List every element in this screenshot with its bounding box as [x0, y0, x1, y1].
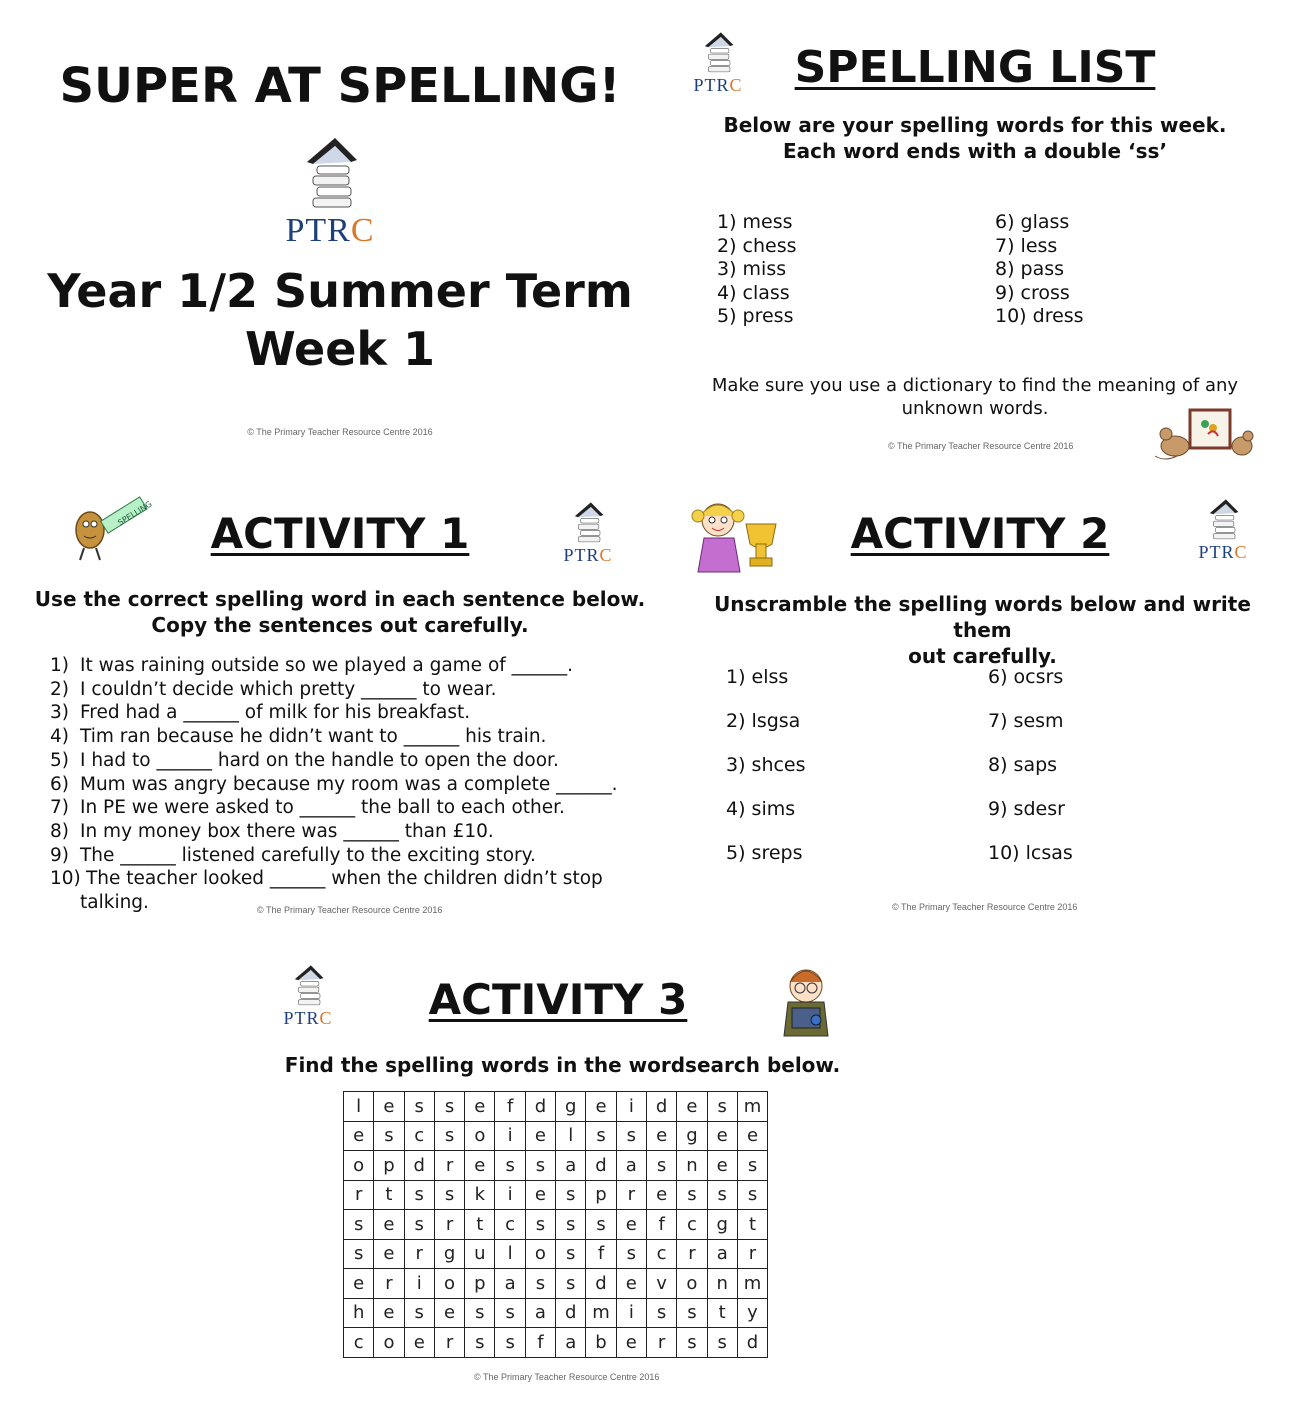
- sentence-item: [50, 654, 650, 678]
- sentence-item: [50, 820, 650, 844]
- wordsearch-cell[interactable]: l: [556, 1121, 586, 1151]
- wordsearch-cell[interactable]: g: [434, 1239, 464, 1269]
- book-stack-icon: [698, 30, 738, 76]
- cover-subtitle-line1: Year 1/2 Summer Term: [47, 264, 633, 318]
- wordsearch-cell[interactable]: s: [707, 1328, 737, 1358]
- sentence-number: 1): [50, 655, 69, 676]
- wordsearch-cell[interactable]: e: [616, 1328, 646, 1358]
- wordsearch-cell[interactable]: r: [344, 1180, 374, 1210]
- activity1-title: ACTIVITY 1: [210, 509, 470, 558]
- wordsearch-cell[interactable]: e: [374, 1298, 404, 1328]
- scrambled-words-left: [726, 655, 806, 875]
- boy-reading-illustration: [776, 962, 838, 1040]
- wordsearch-cell[interactable]: s: [374, 1121, 404, 1151]
- wordsearch-cell[interactable]: i: [495, 1180, 525, 1210]
- wordsearch-cell[interactable]: a: [616, 1151, 646, 1181]
- sentence-number: 3): [50, 702, 69, 724]
- wordsearch-row: [344, 1298, 768, 1328]
- sentence-number: 4): [50, 726, 69, 748]
- sentence-text: In PE we were asked to ______ the ball to each other.: [80, 797, 565, 819]
- sentence-item: [50, 725, 650, 749]
- wordsearch-cell[interactable]: s: [495, 1328, 525, 1358]
- wordsearch-cell[interactable]: e: [737, 1121, 767, 1151]
- wordsearch-cell[interactable]: n: [677, 1151, 707, 1181]
- ptrc-logo: [280, 134, 380, 248]
- wordsearch-grid: [343, 1091, 768, 1358]
- wordsearch-cell[interactable]: s: [646, 1298, 676, 1328]
- ptrc-logo-text: PTRC: [693, 75, 743, 95]
- wordsearch-cell[interactable]: f: [495, 1092, 525, 1122]
- ptrc-logo-small: [1193, 497, 1253, 561]
- scrambled-word: 2) lsgsa: [726, 710, 801, 732]
- sentence-text: Fred had a ______ of milk for his breakfast.: [80, 702, 471, 724]
- wordsearch-row: [344, 1121, 768, 1151]
- wordsearch-cell[interactable]: e: [374, 1239, 404, 1269]
- cover-subtitle-line2: Week 1: [244, 322, 436, 376]
- wordsearch-cell[interactable]: s: [677, 1328, 707, 1358]
- scrambled-word: 8) saps: [988, 754, 1058, 776]
- wordsearch-cell[interactable]: s: [556, 1269, 586, 1299]
- spelling-word: 1) mess: [717, 211, 793, 233]
- wordsearch-cell[interactable]: s: [495, 1298, 525, 1328]
- sentence-text: The teacher looked ______ when the children didn’t stop: [86, 868, 603, 890]
- wordsearch-cell[interactable]: s: [465, 1298, 495, 1328]
- sentence-text: In my money box there was ______ than £10.: [80, 820, 494, 842]
- wordsearch-cell[interactable]: r: [616, 1180, 646, 1210]
- wordsearch-cell[interactable]: s: [344, 1210, 374, 1240]
- sentence-number: 10): [50, 868, 81, 890]
- wordsearch-cell[interactable]: d: [586, 1269, 616, 1299]
- wordsearch-cell[interactable]: a: [525, 1298, 555, 1328]
- wordsearch-cell[interactable]: a: [556, 1151, 586, 1181]
- sentence-text: I had to ______ hard on the handle to open the door.: [80, 749, 559, 771]
- activity3-title: ACTIVITY 3: [428, 975, 688, 1024]
- wordsearch-cell[interactable]: i: [495, 1121, 525, 1151]
- activity1-instr-line2: Copy the sentences out carefully.: [151, 613, 529, 637]
- wordsearch-cell[interactable]: r: [434, 1151, 464, 1181]
- wordsearch-cell[interactable]: s: [556, 1239, 586, 1269]
- wordsearch-cell[interactable]: d: [556, 1298, 586, 1328]
- wordsearch-cell[interactable]: s: [404, 1180, 434, 1210]
- activity2-title: ACTIVITY 2: [850, 509, 1110, 558]
- ptrc-logo-text: PTRC: [563, 545, 613, 565]
- wordsearch-cell[interactable]: s: [525, 1269, 555, 1299]
- activity2-instr-line2: out carefully.: [908, 644, 1057, 668]
- wordsearch-cell[interactable]: d: [586, 1151, 616, 1181]
- wordsearch-cell[interactable]: c: [404, 1121, 434, 1151]
- spelling-word: 7) less: [995, 234, 1058, 257]
- wordsearch-cell[interactable]: s: [344, 1239, 374, 1269]
- wordsearch-cell[interactable]: e: [465, 1151, 495, 1181]
- sentence-item: [50, 867, 650, 891]
- wordsearch-cell[interactable]: d: [737, 1328, 767, 1358]
- wordsearch-cell[interactable]: p: [586, 1180, 616, 1210]
- wordsearch-cell[interactable]: g: [677, 1121, 707, 1151]
- wordsearch-cell[interactable]: e: [344, 1269, 374, 1299]
- wordsearch-row: [344, 1269, 768, 1299]
- wordsearch-cell[interactable]: i: [404, 1269, 434, 1299]
- activity2-copyright: © The Primary Teacher Resource Centre 2016: [892, 902, 1078, 912]
- wordsearch-cell[interactable]: o: [374, 1328, 404, 1358]
- wordsearch-cell[interactable]: o: [344, 1151, 374, 1181]
- wordsearch-cell[interactable]: r: [434, 1328, 464, 1358]
- wordsearch-cell[interactable]: e: [707, 1151, 737, 1181]
- wordsearch-cell[interactable]: k: [465, 1180, 495, 1210]
- book-stack-icon: [568, 500, 608, 546]
- sentence-number: 9): [50, 844, 69, 866]
- sentence-item: [50, 678, 650, 702]
- wordsearch-cell[interactable]: p: [465, 1269, 495, 1299]
- scrambled-word: 4) sims: [726, 798, 796, 820]
- wordsearch-cell[interactable]: e: [707, 1121, 737, 1151]
- spelling-words-right: [995, 211, 1084, 329]
- sentence-text: Mum was angry because my room was a complete ______.: [80, 773, 618, 795]
- ptrc-logo-text: PTRC: [285, 212, 375, 249]
- mice-painting-illustration: [1150, 404, 1260, 462]
- wordsearch-cell[interactable]: e: [374, 1092, 404, 1122]
- cover-subtitle: [20, 262, 660, 378]
- wordsearch-cell[interactable]: c: [495, 1210, 525, 1240]
- activity2-instr-line1: Unscramble the spelling words below and write them: [714, 592, 1251, 642]
- spelling-list-title: SPELLING LIST: [794, 42, 1156, 93]
- spelling-word: 3) miss: [717, 258, 787, 281]
- wordsearch-cell[interactable]: s: [677, 1180, 707, 1210]
- sentence-text: Tim ran because he didn’t want to ______ his train.: [80, 726, 547, 748]
- wordsearch-cell[interactable]: e: [404, 1328, 434, 1358]
- ptrc-logo-text: PTRC: [1198, 542, 1248, 562]
- wordsearch-row: [344, 1151, 768, 1181]
- spelling-list-intro: [690, 112, 1260, 164]
- wordsearch-cell[interactable]: r: [404, 1239, 434, 1269]
- potato-mascot-illustration: [66, 494, 154, 566]
- ptrc-logo-text: PTRC: [283, 1008, 333, 1028]
- spelling-word: 10) dress: [995, 305, 1084, 328]
- spelling-word: 4) class: [717, 281, 790, 304]
- sentence-continuation: talking.: [80, 892, 149, 914]
- activity3-instructions: Find the spelling words in the wordsearch below.: [284, 1053, 841, 1077]
- activity1-copyright: © The Primary Teacher Resource Centre 2016: [257, 905, 443, 915]
- wordsearch-cell[interactable]: e: [525, 1180, 555, 1210]
- sentence-text: It was raining outside so we played a game of ______.: [80, 655, 574, 676]
- wordsearch-cell[interactable]: s: [556, 1180, 586, 1210]
- ptrc-logo-small: [688, 30, 748, 94]
- wordsearch-cell[interactable]: t: [707, 1298, 737, 1328]
- wordsearch-cell[interactable]: s: [434, 1121, 464, 1151]
- wordsearch-cell[interactable]: s: [465, 1328, 495, 1358]
- scrambled-word: 9) sdesr: [988, 798, 1065, 820]
- spelling-badge-label: SPELLING: [116, 499, 154, 528]
- sentence-text: I couldn’t decide which pretty ______ to wear.: [80, 678, 497, 700]
- wordsearch-cell[interactable]: e: [616, 1210, 646, 1240]
- spelling-list-copyright: © The Primary Teacher Resource Centre 2016: [888, 441, 1074, 451]
- dictionary-note-line2: unknown words.: [901, 398, 1049, 419]
- sentence-number: 7): [50, 797, 69, 819]
- wordsearch-cell[interactable]: t: [465, 1210, 495, 1240]
- wordsearch-cell[interactable]: n: [707, 1269, 737, 1299]
- sentence-item: [50, 701, 650, 725]
- wordsearch-cell[interactable]: s: [556, 1210, 586, 1240]
- scrambled-word: 3) shces: [726, 754, 806, 776]
- sentence-number: 8): [50, 820, 69, 842]
- wordsearch-cell[interactable]: t: [374, 1180, 404, 1210]
- wordsearch-cell[interactable]: e: [465, 1092, 495, 1122]
- wordsearch-cell[interactable]: e: [646, 1180, 676, 1210]
- activity1-instr-line1: Use the correct spelling word in each sentence below.: [34, 587, 646, 611]
- wordsearch-cell[interactable]: y: [737, 1298, 767, 1328]
- spelling-word: 8) pass: [995, 258, 1065, 281]
- wordsearch-cell[interactable]: e: [616, 1269, 646, 1299]
- wordsearch-cell[interactable]: r: [646, 1328, 676, 1358]
- wordsearch-cell[interactable]: c: [344, 1328, 374, 1358]
- cover-copyright: © The Primary Teacher Resource Centre 2016: [247, 427, 433, 437]
- scrambled-words-right: [988, 655, 1073, 875]
- book-stack-icon: [295, 134, 365, 214]
- wordsearch-cell[interactable]: e: [646, 1121, 676, 1151]
- wordsearch-cell[interactable]: s: [525, 1151, 555, 1181]
- wordsearch-cell[interactable]: s: [586, 1121, 616, 1151]
- wordsearch-cell[interactable]: g: [707, 1210, 737, 1240]
- wordsearch-cell[interactable]: i: [616, 1298, 646, 1328]
- wordsearch-cell[interactable]: s: [404, 1210, 434, 1240]
- wordsearch-cell[interactable]: s: [737, 1180, 767, 1210]
- wordsearch-cell[interactable]: e: [374, 1210, 404, 1240]
- wordsearch-cell[interactable]: r: [737, 1239, 767, 1269]
- wordsearch-cell[interactable]: m: [586, 1298, 616, 1328]
- sentence-item: [50, 844, 650, 868]
- scrambled-word: 7) sesm: [988, 710, 1064, 732]
- wordsearch-cell[interactable]: s: [737, 1151, 767, 1181]
- wordsearch-cell[interactable]: a: [495, 1269, 525, 1299]
- wordsearch-cell[interactable]: e: [586, 1092, 616, 1122]
- activity3-copyright: © The Primary Teacher Resource Centre 2016: [474, 1372, 660, 1382]
- wordsearch-cell[interactable]: l: [495, 1239, 525, 1269]
- wordsearch-cell[interactable]: f: [586, 1239, 616, 1269]
- scrambled-word: 10) lcsas: [988, 842, 1073, 864]
- wordsearch-cell[interactable]: s: [707, 1180, 737, 1210]
- spelling-word: 2) chess: [717, 234, 797, 257]
- spelling-word: 6) glass: [995, 211, 1070, 233]
- ptrc-logo-small: [278, 963, 338, 1027]
- scrambled-word: 1) elss: [726, 666, 789, 688]
- wordsearch-cell[interactable]: a: [556, 1328, 586, 1358]
- wordsearch-cell[interactable]: b: [586, 1328, 616, 1358]
- wordsearch-cell[interactable]: c: [677, 1210, 707, 1240]
- spelling-word: 5) press: [717, 305, 794, 328]
- sentence-item: [50, 796, 650, 820]
- wordsearch-row: [344, 1239, 768, 1269]
- wordsearch-cell[interactable]: a: [707, 1239, 737, 1269]
- scrambled-word: 6) ocsrs: [988, 666, 1064, 688]
- sentence-item: [50, 749, 650, 773]
- sentence-number: 6): [50, 773, 69, 795]
- wordsearch-row: [344, 1328, 768, 1358]
- sentence-number: 5): [50, 749, 69, 771]
- wordsearch-cell[interactable]: r: [374, 1269, 404, 1299]
- wordsearch-row: [344, 1180, 768, 1210]
- spelling-word: 9) cross: [995, 281, 1070, 304]
- wordsearch-cell[interactable]: s: [616, 1121, 646, 1151]
- wordsearch-cell[interactable]: c: [646, 1239, 676, 1269]
- dictionary-note-line1: Make sure you use a dictionary to find the meaning of any: [711, 375, 1239, 396]
- wordsearch-cell[interactable]: s: [616, 1239, 646, 1269]
- wordsearch-cell[interactable]: e: [677, 1092, 707, 1122]
- spelling-words-left: [717, 211, 797, 329]
- wordsearch-cell[interactable]: s: [646, 1151, 676, 1181]
- wordsearch-cell[interactable]: o: [677, 1269, 707, 1299]
- wordsearch-cell[interactable]: m: [737, 1269, 767, 1299]
- wordsearch-row: [344, 1092, 768, 1122]
- wordsearch-cell[interactable]: v: [646, 1269, 676, 1299]
- wordsearch-cell[interactable]: e: [344, 1121, 374, 1151]
- spelling-list-intro-line1: Below are your spelling words for this week.: [723, 113, 1227, 137]
- book-stack-icon: [288, 963, 328, 1009]
- wordsearch-cell[interactable]: o: [465, 1121, 495, 1151]
- wordsearch-cell[interactable]: f: [646, 1210, 676, 1240]
- ptrc-logo-small: [558, 500, 618, 564]
- wordsearch-cell[interactable]: r: [677, 1239, 707, 1269]
- wordsearch-cell[interactable]: s: [404, 1092, 434, 1122]
- wordsearch-cell[interactable]: d: [404, 1151, 434, 1181]
- wordsearch-cell[interactable]: s: [677, 1298, 707, 1328]
- wordsearch-cell[interactable]: e: [434, 1298, 464, 1328]
- wordsearch-cell[interactable]: u: [465, 1239, 495, 1269]
- scrambled-word: 5) sreps: [726, 842, 803, 864]
- wordsearch-cell[interactable]: s: [525, 1210, 555, 1240]
- wordsearch-cell[interactable]: d: [525, 1092, 555, 1122]
- wordsearch-row: [344, 1210, 768, 1240]
- wordsearch-cell[interactable]: s: [404, 1298, 434, 1328]
- cover-title: SUPER AT SPELLING!: [59, 58, 621, 114]
- wordsearch-cell[interactable]: i: [616, 1092, 646, 1122]
- wordsearch-cell[interactable]: l: [344, 1092, 374, 1122]
- wordsearch-cell[interactable]: h: [344, 1298, 374, 1328]
- wordsearch-cell[interactable]: o: [525, 1239, 555, 1269]
- sentence-number: 2): [50, 678, 69, 700]
- wordsearch-cell[interactable]: f: [525, 1328, 555, 1358]
- sentence-item: [50, 773, 650, 797]
- wordsearch-cell[interactable]: r: [434, 1210, 464, 1240]
- book-stack-icon: [1203, 497, 1243, 543]
- wordsearch-cell[interactable]: s: [434, 1180, 464, 1210]
- spelling-list-intro-line2: Each word ends with a double ‘ss’: [782, 139, 1168, 163]
- wordsearch-cell[interactable]: s: [586, 1210, 616, 1240]
- wordsearch-cell[interactable]: o: [434, 1269, 464, 1299]
- wordsearch-cell[interactable]: s: [707, 1092, 737, 1122]
- wordsearch-cell[interactable]: p: [374, 1151, 404, 1181]
- girl-trophy-illustration: [688, 494, 792, 582]
- wordsearch-cell[interactable]: s: [434, 1092, 464, 1122]
- wordsearch-cell[interactable]: e: [525, 1121, 555, 1151]
- wordsearch-cell[interactable]: s: [495, 1151, 525, 1181]
- wordsearch-cell[interactable]: m: [737, 1092, 767, 1122]
- sentence-text: The ______ listened carefully to the exciting story.: [80, 844, 536, 866]
- activity1-sentence-list: [50, 654, 650, 915]
- wordsearch-cell[interactable]: g: [556, 1092, 586, 1122]
- activity1-instructions: [30, 586, 650, 638]
- wordsearch-cell[interactable]: d: [646, 1092, 676, 1122]
- wordsearch-cell[interactable]: t: [737, 1210, 767, 1240]
